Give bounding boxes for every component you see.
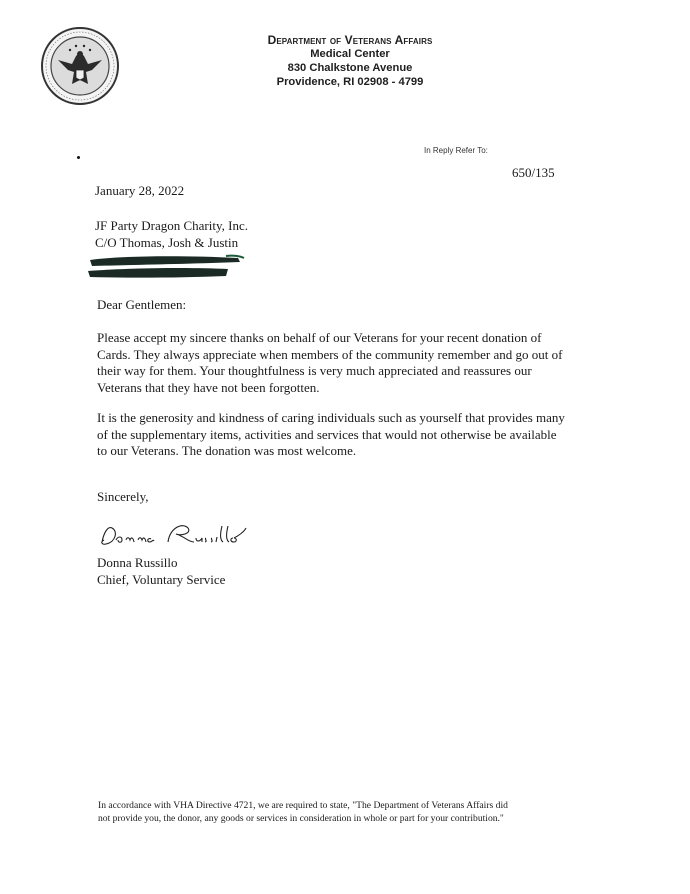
letter-date: January 28, 2022: [95, 183, 185, 198]
body-paragraph-2: [97, 410, 587, 460]
body-line: Cards. They always appreciate when members of the community remember and go out of: [97, 346, 563, 362]
body-line: It is the generosity and kindness of caring individuals such as yourself that provides many: [97, 410, 565, 425]
reply-refer-code: 650/135: [512, 165, 555, 180]
handwritten-signature: [96, 518, 256, 552]
va-seal-icon: [36, 26, 124, 106]
signatory-name: Donna Russillo: [97, 555, 178, 570]
body-paragraph-1: [97, 330, 587, 396]
footer-line: In accordance with VHA Directive 4721, we are required to state, "The Department of Veterans Affairs did: [98, 800, 508, 811]
closing: Sincerely,: [97, 489, 149, 504]
department-name: Department of Veterans Affairs: [267, 33, 433, 47]
body-line: Veterans that they have not been forgotten.: [97, 379, 320, 395]
redaction-mark: [88, 252, 248, 282]
signatory-block: [97, 555, 225, 588]
reply-refer-label: In Reply Refer To:: [424, 146, 488, 155]
salutation: Dear Gentlemen:: [97, 297, 187, 312]
recipient-line: JF Party Dragon Charity, Inc.: [95, 218, 248, 233]
body-line: their way for them. Your thoughtfulness is very much appreciated and reassures our: [97, 363, 532, 379]
footer-line: not provide you, the donor, any goods or services in consideration in whole or part for your contribution.": [98, 812, 504, 824]
letterhead: [200, 33, 500, 89]
street-address: 830 Chalkstone Avenue: [287, 62, 413, 74]
city-address: Providence, RI 02908 - 4799: [276, 76, 424, 88]
signatory-title: Chief, Voluntary Service: [97, 571, 226, 587]
body-line: of the supplementary items, activities and services that would not otherwise be available: [97, 426, 557, 442]
body-line: Please accept my sincere thanks on behalf of our Veterans for your recent donation of: [97, 330, 542, 345]
body-line: to our Veterans. The donation was most welcome.: [97, 443, 357, 459]
footer-disclaimer: [98, 800, 618, 825]
stray-mark: [77, 156, 80, 159]
recipient-line: C/O Thomas, Josh & Justin: [95, 234, 239, 250]
recipient-address: [95, 218, 248, 251]
facility-name: Medical Center: [310, 48, 390, 60]
